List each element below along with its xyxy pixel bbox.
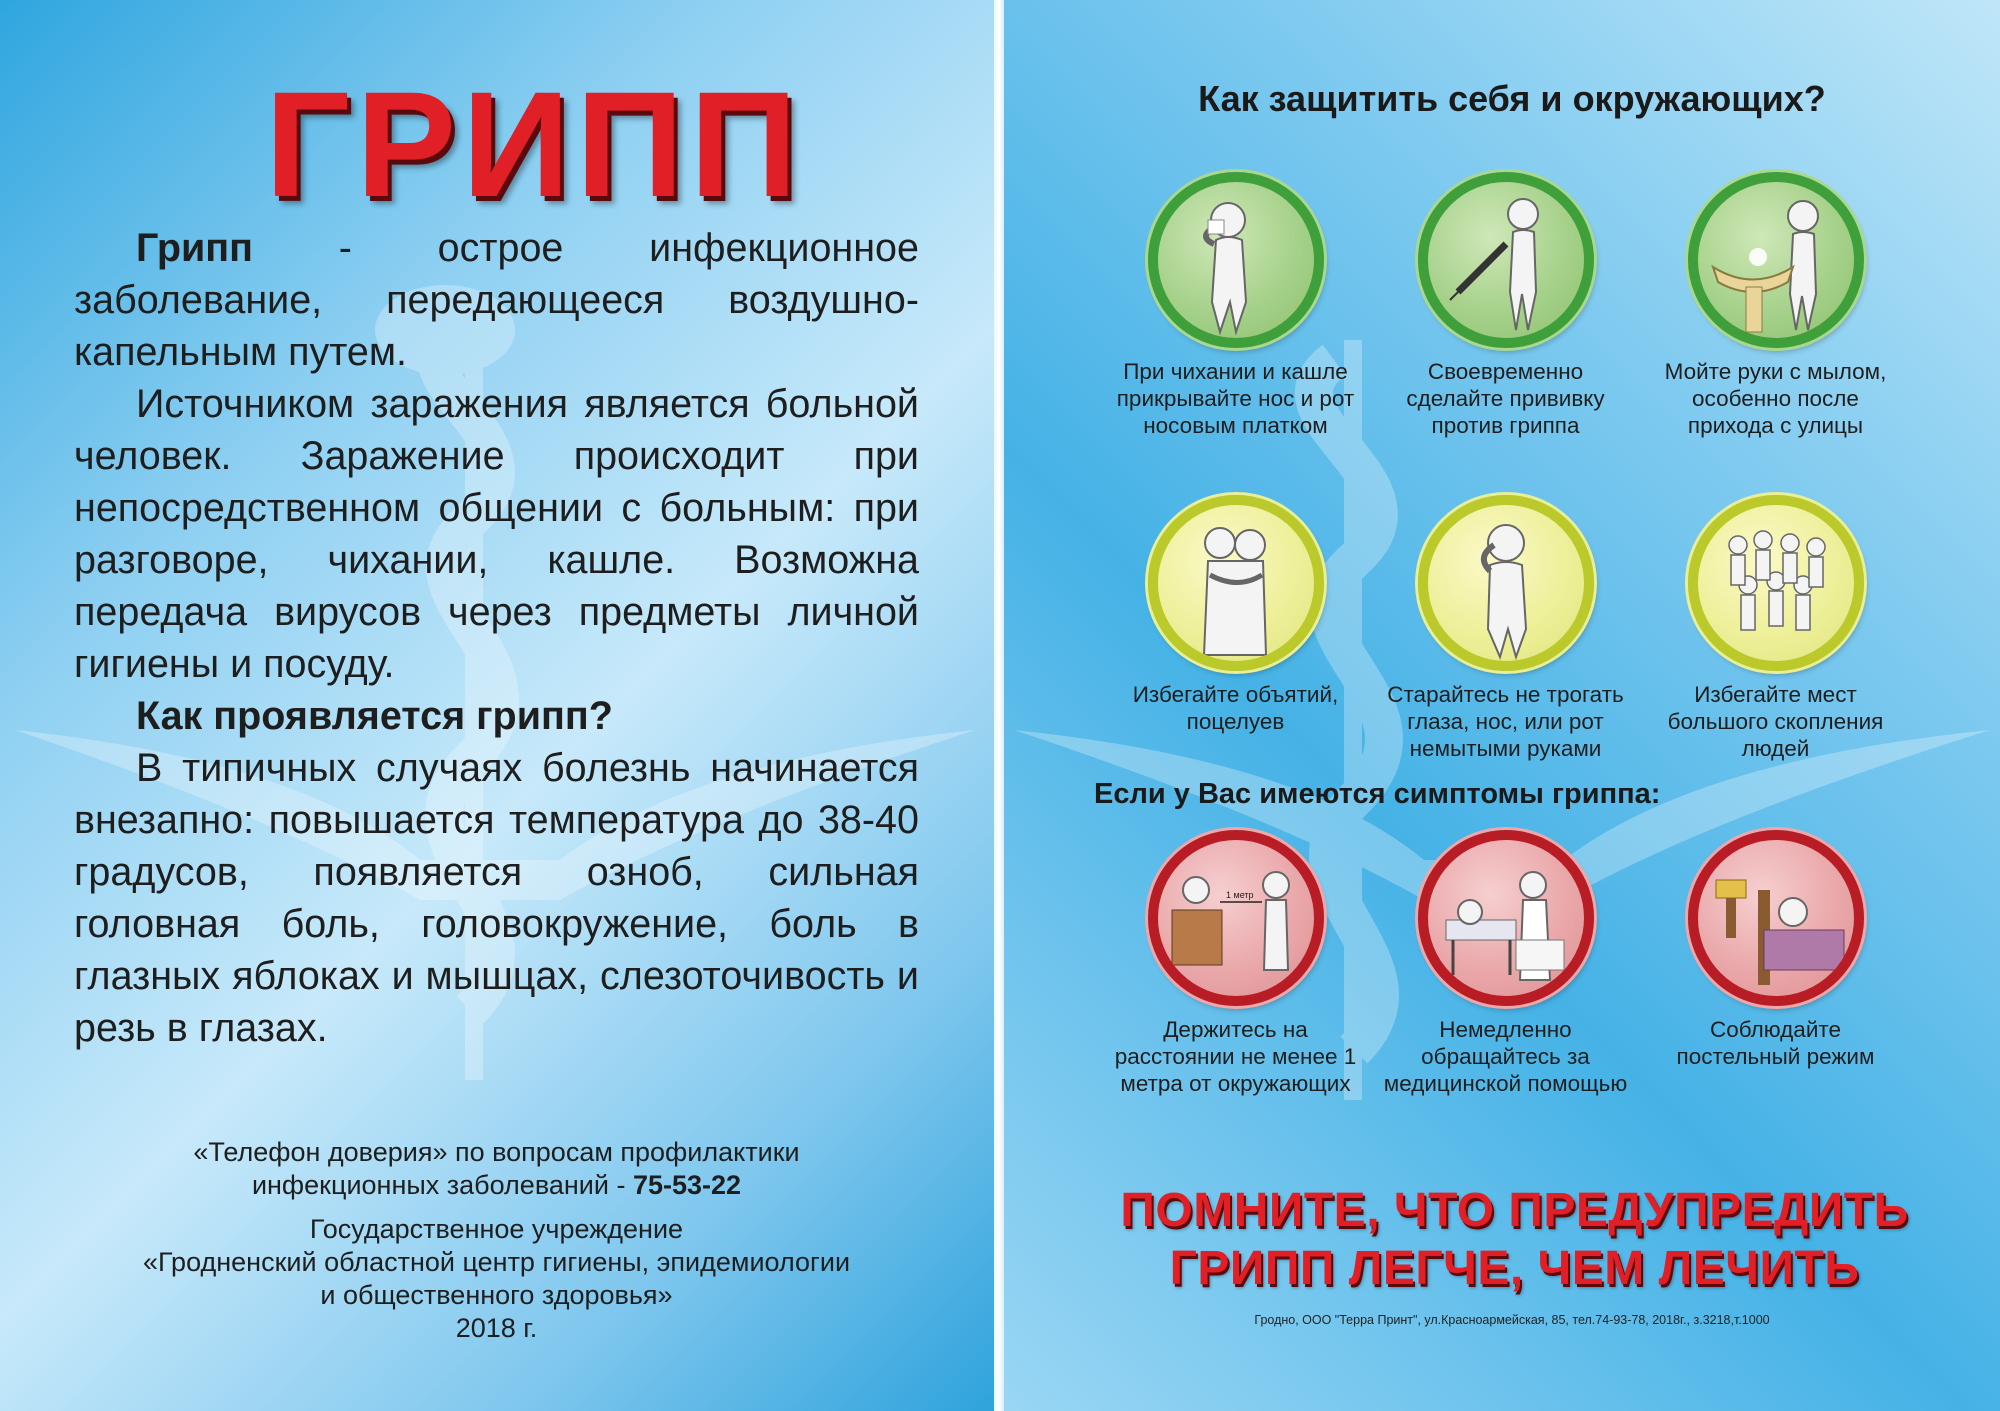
intro-text bbox=[74, 222, 919, 1054]
hotline-phone: 75-53-22 bbox=[632, 1170, 742, 1200]
symptom-tile-doctor bbox=[1378, 830, 1633, 1097]
symptom-caption: Немедленно обращайтесь за медицинской помощью bbox=[1383, 1017, 1628, 1096]
org-line: и общественного здоровья» bbox=[320, 1280, 673, 1310]
page-title: ГРИПП bbox=[265, 60, 804, 228]
org-line: «Гродненский областной центр гигиены, эпидемиологии bbox=[142, 1247, 851, 1277]
definition-paragraph bbox=[74, 222, 919, 378]
prevention-caption: Своевременно сделайте прививку против гриппа bbox=[1406, 359, 1605, 438]
prevention-tile-vaccine bbox=[1378, 172, 1633, 439]
prevention-tile-handwash bbox=[1648, 172, 1903, 439]
symptom-caption: Соблюдайте постельный режим bbox=[1676, 1017, 1875, 1069]
prevention-caption: Избегайте мест большого скопления людей bbox=[1667, 682, 1884, 761]
prevention-tile-crowd bbox=[1648, 495, 1903, 762]
symptom-caption: Держитесь на расстоянии не менее 1 метра от окружающих bbox=[1114, 1017, 1357, 1096]
doctor-visit-icon bbox=[1418, 830, 1594, 1006]
symptom-tile-bed-rest bbox=[1648, 830, 1903, 1070]
hand-washing-icon bbox=[1688, 172, 1864, 348]
prevention-caption: Избегайте объятий, поцелуев bbox=[1132, 682, 1339, 734]
printer-info: Гродно, ООО "Терра Принт", ул.Красноармейская, 85, тел.74-93-78, 2018г., з.3218,т.1000 bbox=[1254, 1313, 1770, 1327]
crowd-icon bbox=[1688, 495, 1864, 671]
slogan-line: ГРИПП ЛЕГЧЕ, ЧЕМ ЛЕЧИТЬ bbox=[1169, 1242, 1860, 1295]
prevention-tile-sneeze bbox=[1108, 172, 1363, 439]
vaccine-syringe-icon bbox=[1418, 172, 1594, 348]
prevention-caption: Мойте руки с мылом, особенно после прихода с улицы bbox=[1664, 359, 1887, 438]
symptoms-actions-title: Если у Вас имеются симптомы гриппа: bbox=[1094, 778, 1661, 810]
hotline-line: инфекционных заболеваний - 75-53-22 bbox=[251, 1170, 742, 1200]
prevention-tile-touch-face bbox=[1378, 495, 1633, 762]
bed-rest-icon bbox=[1688, 830, 1864, 1006]
prevention-title: Как защитить себя и окружающих? bbox=[1198, 78, 1826, 119]
page-fold bbox=[994, 0, 1004, 1411]
symptoms-subheading: Как проявляется грипп? bbox=[136, 694, 613, 738]
symptom-tile-distance bbox=[1108, 830, 1363, 1097]
slogan bbox=[1004, 1182, 2000, 1298]
distance-one-meter-icon bbox=[1148, 830, 1324, 1006]
organization-block bbox=[74, 1213, 919, 1345]
touching-face-icon bbox=[1418, 495, 1594, 671]
org-line: Государственное учреждение bbox=[309, 1214, 684, 1244]
definition-text: - острое инфекционное заболевание, передающееся воздушно-капельным путем. bbox=[74, 226, 919, 374]
prevention-caption: Старайтесь не трогать глаза, нос, или рот немытыми руками bbox=[1387, 682, 1624, 761]
prevention-caption: При чихании и кашле прикрывайте нос и рот носовым платком bbox=[1116, 359, 1355, 438]
distance-label: 1 метр bbox=[1225, 890, 1254, 900]
definition-term: Грипп bbox=[136, 226, 254, 270]
hotline-block bbox=[74, 1136, 919, 1202]
prevention-tile-hug bbox=[1108, 495, 1363, 735]
hotline-line: «Телефон доверия» по вопросам профилактики bbox=[193, 1137, 800, 1167]
year: 2018 г. bbox=[455, 1313, 538, 1343]
symptoms-paragraph: В типичных случаях болезнь начинается внезапно: повышается температура до 38-40 градусов, появляется озноб, сильная головная боль, головокружение, боль в глазных яблоках и мышцах, слезоточивость и резь в глазах. bbox=[74, 746, 919, 1050]
sneeze-handkerchief-icon bbox=[1148, 172, 1324, 348]
source-paragraph: Источником заражения является больной человек. Заражение происходит при непосредственном общении с больным: при разговоре, чихании, кашле. Возможна передача вирусов через предметы личной гигиены и посуду. bbox=[74, 382, 919, 686]
hugging-icon bbox=[1148, 495, 1324, 671]
slogan-line: ПОМНИТЕ, ЧТО ПРЕДУПРЕДИТЬ bbox=[1120, 1184, 1909, 1237]
